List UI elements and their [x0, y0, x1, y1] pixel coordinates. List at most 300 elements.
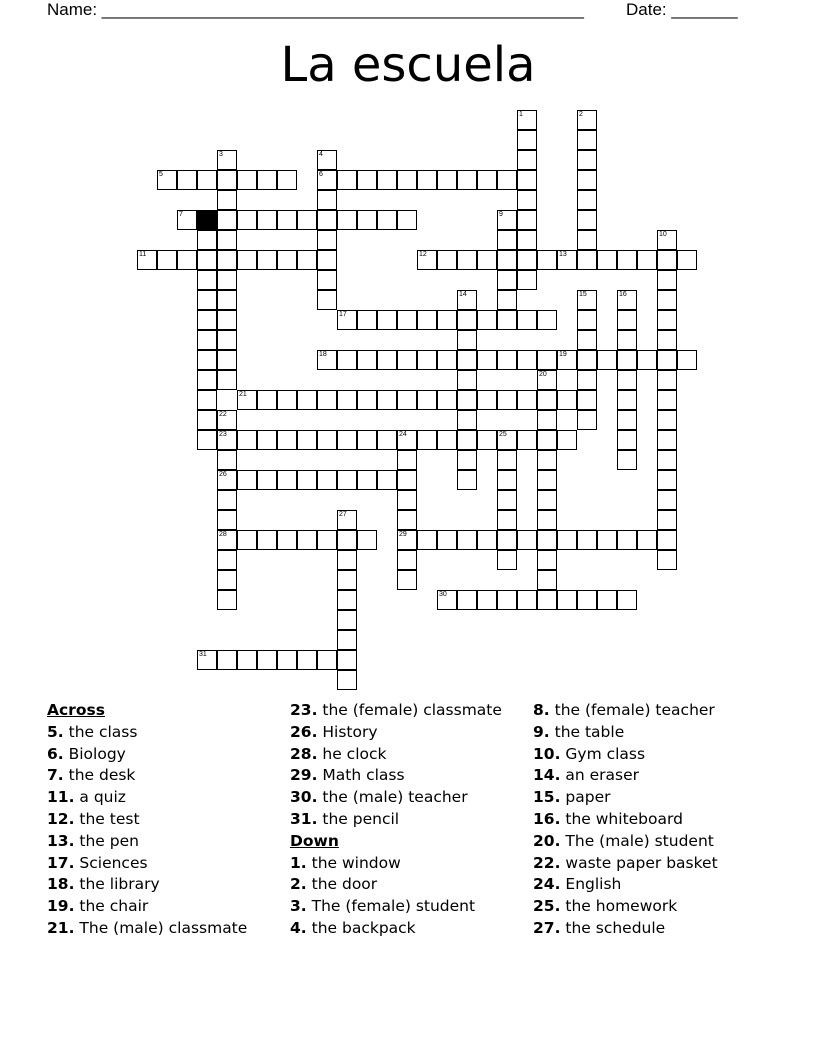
crossword-cell[interactable]	[217, 310, 237, 330]
crossword-cell[interactable]	[497, 390, 517, 410]
crossword-cell[interactable]	[497, 590, 517, 610]
crossword-cell[interactable]	[297, 650, 317, 670]
crossword-cell[interactable]	[237, 390, 257, 410]
crossword-cell[interactable]	[377, 170, 397, 190]
crossword-cell[interactable]	[277, 530, 297, 550]
crossword-cell[interactable]	[417, 390, 437, 410]
crossword-cell[interactable]	[217, 510, 237, 530]
crossword-cell[interactable]	[317, 150, 337, 170]
crossword-cell[interactable]	[577, 150, 597, 170]
crossword-cell[interactable]	[457, 170, 477, 190]
crossword-cell[interactable]	[517, 350, 537, 370]
crossword-cell[interactable]	[597, 590, 617, 610]
crossword-cell[interactable]	[657, 490, 677, 510]
crossword-cell[interactable]	[337, 610, 357, 630]
crossword-cell[interactable]	[497, 350, 517, 370]
crossword-cell[interactable]	[277, 650, 297, 670]
crossword-cell[interactable]	[617, 370, 637, 390]
crossword-cell[interactable]	[657, 390, 677, 410]
crossword-cell[interactable]	[437, 390, 457, 410]
crossword-cell[interactable]	[537, 510, 557, 530]
crossword-cell[interactable]	[197, 270, 217, 290]
crossword-cell[interactable]	[577, 310, 597, 330]
crossword-cell[interactable]	[617, 330, 637, 350]
crossword-cell[interactable]	[477, 390, 497, 410]
clue-text: the (female) teacher	[549, 701, 715, 719]
crossword-cell[interactable]	[377, 430, 397, 450]
crossword-cell[interactable]	[537, 250, 557, 270]
crossword-cell[interactable]	[497, 270, 517, 290]
crossword-cell[interactable]	[217, 150, 237, 170]
crossword-cell[interactable]	[257, 470, 277, 490]
crossword-cell[interactable]	[377, 470, 397, 490]
crossword-cell[interactable]	[317, 530, 337, 550]
crossword-cell[interactable]	[577, 190, 597, 210]
crossword-cell[interactable]	[397, 350, 417, 370]
crossword-cell[interactable]	[497, 490, 517, 510]
crossword-cell[interactable]	[417, 310, 437, 330]
crossword-cell[interactable]	[517, 210, 537, 230]
crossword-cell[interactable]	[257, 170, 277, 190]
crossword-cell[interactable]	[197, 330, 217, 350]
clue-number-label: 28	[219, 531, 227, 538]
crossword-cell[interactable]	[457, 290, 477, 310]
crossword-cell[interactable]	[577, 210, 597, 230]
crossword-cell[interactable]	[557, 390, 577, 410]
clue-text: the (female) classmate	[317, 701, 502, 719]
crossword-cell[interactable]	[277, 430, 297, 450]
crossword-cell[interactable]	[577, 170, 597, 190]
crossword-cell[interactable]	[277, 250, 297, 270]
crossword-cell[interactable]	[337, 350, 357, 370]
crossword-cell[interactable]	[377, 390, 397, 410]
clue-number-label: 10	[659, 231, 667, 238]
crossword-cell[interactable]	[517, 130, 537, 150]
crossword-cell[interactable]	[157, 250, 177, 270]
crossword-cell[interactable]	[357, 310, 377, 330]
crossword-cell[interactable]	[457, 450, 477, 470]
crossword-cell[interactable]	[157, 170, 177, 190]
crossword-cell[interactable]	[317, 210, 337, 230]
crossword-cell[interactable]	[217, 550, 237, 570]
crossword-cell[interactable]	[257, 210, 277, 230]
clues-column-2	[290, 700, 502, 940]
crossword-cell[interactable]	[377, 210, 397, 230]
crossword-cell[interactable]	[217, 470, 237, 490]
clue-text: The (female) student	[306, 897, 476, 916]
crossword-cell[interactable]	[437, 250, 457, 270]
crossword-cell[interactable]	[657, 250, 677, 270]
crossword-cell[interactable]	[537, 350, 557, 370]
crossword-cell[interactable]	[357, 470, 377, 490]
clue-text: the chair	[74, 897, 149, 916]
crossword-cell[interactable]	[217, 210, 237, 230]
crossword-cell[interactable]	[517, 590, 537, 610]
crossword-cell[interactable]	[657, 430, 677, 450]
crossword-cell[interactable]	[457, 310, 477, 330]
crossword-cell[interactable]	[237, 430, 257, 450]
clue-number: 11.	[47, 788, 75, 807]
crossword-cell[interactable]	[217, 230, 237, 250]
clue-text: English	[560, 875, 622, 894]
crossword-cell[interactable]	[657, 410, 677, 430]
crossword-cell[interactable]	[637, 530, 657, 550]
crossword-cell[interactable]	[457, 330, 477, 350]
crossword-cell[interactable]	[537, 450, 557, 470]
crossword-cell[interactable]	[337, 670, 357, 690]
crossword-cell[interactable]	[297, 390, 317, 410]
crossword-cell[interactable]	[237, 250, 257, 270]
crossword-cell[interactable]	[337, 510, 357, 530]
crossword-cell[interactable]	[337, 570, 357, 590]
crossword-cell[interactable]	[497, 210, 517, 230]
crossword-cell[interactable]	[217, 430, 237, 450]
crossword-cell[interactable]	[337, 530, 357, 550]
crossword-cell[interactable]	[457, 470, 477, 490]
crossword-cell[interactable]	[317, 290, 337, 310]
crossword-cell[interactable]	[457, 350, 477, 370]
crossword-black-cell	[197, 210, 217, 230]
crossword-cell[interactable]	[317, 190, 337, 210]
crossword-cell[interactable]	[517, 150, 537, 170]
crossword-cell[interactable]	[517, 430, 537, 450]
crossword-cell[interactable]	[437, 530, 457, 550]
crossword-cell[interactable]	[217, 650, 237, 670]
crossword-cell[interactable]	[297, 470, 317, 490]
clue-text: the backpack	[306, 918, 416, 937]
crossword-cell[interactable]	[517, 310, 537, 330]
crossword-cell[interactable]	[457, 370, 477, 390]
clue-text: the pen	[74, 831, 139, 850]
crossword-cell[interactable]	[277, 210, 297, 230]
crossword-cell[interactable]	[477, 170, 497, 190]
crossword-cell[interactable]	[537, 590, 557, 610]
crossword-cell[interactable]	[297, 430, 317, 450]
crossword-cell[interactable]	[517, 190, 537, 210]
crossword-cell[interactable]	[517, 170, 537, 190]
crossword-cell[interactable]	[397, 390, 417, 410]
crossword-cell[interactable]	[417, 530, 437, 550]
crossword-cell[interactable]	[457, 590, 477, 610]
crossword-cell[interactable]	[637, 250, 657, 270]
clue-item	[47, 722, 247, 744]
crossword-cell[interactable]	[517, 110, 537, 130]
crossword-cell[interactable]	[357, 530, 377, 550]
crossword-cell[interactable]	[497, 430, 517, 450]
crossword-cell[interactable]	[217, 290, 237, 310]
crossword-cell[interactable]	[337, 390, 357, 410]
crossword-cell[interactable]	[237, 650, 257, 670]
crossword-cell[interactable]	[537, 550, 557, 570]
crossword-cell[interactable]	[517, 270, 537, 290]
crossword-cell[interactable]	[197, 350, 217, 370]
crossword-cell[interactable]	[397, 570, 417, 590]
crossword-cell[interactable]	[357, 390, 377, 410]
crossword-cell[interactable]	[577, 390, 597, 410]
crossword-cell[interactable]	[577, 130, 597, 150]
crossword-cell[interactable]	[577, 370, 597, 390]
crossword-cell[interactable]	[477, 350, 497, 370]
crossword-cell[interactable]	[417, 350, 437, 370]
crossword-cell[interactable]	[617, 430, 637, 450]
crossword-cell[interactable]	[497, 550, 517, 570]
crossword-cell[interactable]	[337, 590, 357, 610]
crossword-cell[interactable]	[577, 530, 597, 550]
crossword-cell[interactable]	[537, 530, 557, 550]
crossword-cell[interactable]	[397, 170, 417, 190]
crossword-cell[interactable]	[397, 550, 417, 570]
crossword-cell[interactable]	[497, 170, 517, 190]
crossword-cell[interactable]	[577, 410, 597, 430]
crossword-cell[interactable]	[657, 510, 677, 530]
crossword-cell[interactable]	[657, 530, 677, 550]
crossword-cell[interactable]	[277, 470, 297, 490]
crossword-cell[interactable]	[397, 210, 417, 230]
crossword-cell[interactable]	[357, 350, 377, 370]
crossword-cell[interactable]	[397, 450, 417, 470]
crossword-cell[interactable]	[577, 590, 597, 610]
crossword-cell[interactable]	[237, 170, 257, 190]
clue-number-label: 5	[159, 171, 163, 178]
crossword-cell[interactable]	[677, 250, 697, 270]
crossword-cell[interactable]	[377, 310, 397, 330]
crossword-cell[interactable]	[217, 250, 237, 270]
crossword-cell[interactable]	[557, 430, 577, 450]
crossword-cell[interactable]	[437, 170, 457, 190]
crossword-cell[interactable]	[497, 470, 517, 490]
clue-number-label: 12	[419, 251, 427, 258]
crossword-cell[interactable]	[597, 530, 617, 550]
clue-number-label: 21	[239, 391, 247, 398]
crossword-cell[interactable]	[617, 530, 637, 550]
crossword-cell[interactable]	[657, 350, 677, 370]
crossword-cell[interactable]	[177, 170, 197, 190]
crossword-cell[interactable]	[217, 350, 237, 370]
crossword-cell[interactable]	[617, 450, 637, 470]
crossword-cell[interactable]	[217, 330, 237, 350]
crossword-cell[interactable]	[217, 570, 237, 590]
crossword-cell[interactable]	[357, 210, 377, 230]
crossword-cell[interactable]	[537, 570, 557, 590]
crossword-cell[interactable]	[397, 510, 417, 530]
crossword-cell[interactable]	[517, 250, 537, 270]
crossword-cell[interactable]	[457, 250, 477, 270]
crossword-cell[interactable]	[577, 230, 597, 250]
crossword-cell[interactable]	[657, 330, 677, 350]
crossword-cell[interactable]	[437, 590, 457, 610]
crossword-cell[interactable]	[537, 390, 557, 410]
crossword-cell[interactable]	[537, 490, 557, 510]
clue-item	[533, 918, 718, 940]
crossword-cell[interactable]	[397, 470, 417, 490]
crossword-cell[interactable]	[257, 390, 277, 410]
crossword-cell[interactable]	[317, 470, 337, 490]
crossword-cell[interactable]	[337, 630, 357, 650]
crossword-cell[interactable]	[277, 390, 297, 410]
crossword-cell[interactable]	[317, 270, 337, 290]
crossword-cell[interactable]	[217, 190, 237, 210]
crossword-cell[interactable]	[377, 350, 397, 370]
crossword-cell[interactable]	[577, 110, 597, 130]
clue-text: paper	[560, 788, 611, 807]
crossword-cell[interactable]	[337, 430, 357, 450]
crossword-cell[interactable]	[197, 170, 217, 190]
crossword-cell[interactable]	[557, 590, 577, 610]
crossword-cell[interactable]	[197, 410, 217, 430]
crossword-cell[interactable]	[497, 290, 517, 310]
crossword-cell[interactable]	[557, 350, 577, 370]
crossword-cell[interactable]	[197, 290, 217, 310]
crossword-cell[interactable]	[317, 350, 337, 370]
clue-number-label: 2	[579, 111, 583, 118]
crossword-cell[interactable]	[477, 250, 497, 270]
crossword-cell[interactable]	[177, 210, 197, 230]
crossword-cell[interactable]	[217, 370, 237, 390]
crossword-cell[interactable]	[257, 250, 277, 270]
crossword-cell[interactable]	[597, 350, 617, 370]
crossword-cell[interactable]	[417, 170, 437, 190]
crossword-cell[interactable]	[277, 170, 297, 190]
crossword-cell[interactable]	[577, 250, 597, 270]
crossword-cell[interactable]	[477, 430, 497, 450]
crossword-cell[interactable]	[417, 430, 437, 450]
crossword-cell[interactable]	[537, 410, 557, 430]
crossword-cell[interactable]	[617, 590, 637, 610]
crossword-cell[interactable]	[497, 310, 517, 330]
crossword-cell[interactable]	[197, 390, 217, 410]
crossword-cell[interactable]	[497, 230, 517, 250]
crossword-cell[interactable]	[437, 310, 457, 330]
crossword-cell[interactable]	[497, 450, 517, 470]
crossword-cell[interactable]	[657, 270, 677, 290]
crossword-cell[interactable]	[237, 210, 257, 230]
crossword-cell[interactable]	[657, 230, 677, 250]
crossword-cell[interactable]	[657, 550, 677, 570]
clue-item	[290, 765, 502, 787]
crossword-cell[interactable]	[437, 430, 457, 450]
crossword-cell[interactable]	[517, 230, 537, 250]
crossword-cell[interactable]	[297, 250, 317, 270]
clue-text: the desk	[63, 766, 136, 785]
crossword-cell[interactable]	[317, 430, 337, 450]
crossword-cell[interactable]	[337, 310, 357, 330]
crossword-cell[interactable]	[657, 310, 677, 330]
crossword-cell[interactable]	[217, 270, 237, 290]
crossword-cell[interactable]	[197, 650, 217, 670]
crossword-cell[interactable]	[517, 390, 537, 410]
crossword-cell[interactable]	[237, 530, 257, 550]
crossword-cell[interactable]	[617, 350, 637, 370]
clue-number-label: 16	[619, 291, 627, 298]
crossword-cell[interactable]	[557, 530, 577, 550]
crossword-cell[interactable]	[217, 530, 237, 550]
crossword-cell[interactable]	[397, 310, 417, 330]
crossword-cell[interactable]	[577, 330, 597, 350]
crossword-cell[interactable]	[597, 250, 617, 270]
crossword-cell[interactable]	[357, 170, 377, 190]
crossword-cell[interactable]	[617, 410, 637, 430]
crossword-cell[interactable]	[217, 450, 237, 470]
crossword-cell[interactable]	[217, 490, 237, 510]
crossword-cell[interactable]	[257, 430, 277, 450]
crossword-cell[interactable]	[237, 470, 257, 490]
crossword-cell[interactable]	[417, 250, 437, 270]
crossword-cell[interactable]	[617, 310, 637, 330]
crossword-cell[interactable]	[657, 370, 677, 390]
crossword-cell[interactable]	[577, 290, 597, 310]
crossword-cell[interactable]	[197, 230, 217, 250]
crossword-cell[interactable]	[457, 430, 477, 450]
crossword-cell[interactable]	[617, 250, 637, 270]
crossword-cell[interactable]	[197, 310, 217, 330]
crossword-cell[interactable]	[297, 210, 317, 230]
crossword-cell[interactable]	[657, 290, 677, 310]
crossword-cell[interactable]	[137, 250, 157, 270]
crossword-cell[interactable]	[577, 350, 597, 370]
clue-number: 3.	[290, 897, 307, 916]
crossword-cell[interactable]	[217, 170, 237, 190]
crossword-cell[interactable]	[317, 170, 337, 190]
crossword-cell[interactable]	[397, 530, 417, 550]
crossword-cell[interactable]	[337, 210, 357, 230]
crossword-cell[interactable]	[317, 230, 337, 250]
crossword-cell[interactable]	[177, 250, 197, 270]
crossword-cell[interactable]	[337, 550, 357, 570]
crossword-cell[interactable]	[657, 470, 677, 490]
crossword-cell[interactable]	[337, 170, 357, 190]
crossword-cell[interactable]	[617, 390, 637, 410]
crossword-cell[interactable]	[537, 470, 557, 490]
crossword-cell[interactable]	[357, 430, 377, 450]
crossword-cell[interactable]	[197, 370, 217, 390]
crossword-cell[interactable]	[477, 310, 497, 330]
crossword-cell[interactable]	[677, 350, 697, 370]
crossword-cell[interactable]	[197, 430, 217, 450]
crossword-cell[interactable]	[317, 250, 337, 270]
crossword-cell[interactable]	[477, 530, 497, 550]
crossword-cell[interactable]	[257, 530, 277, 550]
crossword-cell[interactable]	[497, 510, 517, 530]
crossword-cell[interactable]	[397, 430, 417, 450]
crossword-cell[interactable]	[537, 370, 557, 390]
crossword-cell[interactable]	[617, 290, 637, 310]
crossword-cell[interactable]	[317, 390, 337, 410]
clue-number: 18.	[47, 875, 75, 894]
crossword-cell[interactable]	[217, 590, 237, 610]
crossword-cell[interactable]	[497, 530, 517, 550]
crossword-cell[interactable]	[317, 650, 337, 670]
crossword-cell[interactable]	[437, 350, 457, 370]
crossword-cell[interactable]	[257, 650, 277, 670]
crossword-cell[interactable]	[217, 410, 237, 430]
crossword-cell[interactable]	[537, 310, 557, 330]
crossword-cell[interactable]	[337, 470, 357, 490]
crossword-cell[interactable]	[477, 590, 497, 610]
crossword-cell[interactable]	[297, 530, 317, 550]
crossword-cell[interactable]	[457, 410, 477, 430]
crossword-cell[interactable]	[557, 250, 577, 270]
crossword-cell[interactable]	[397, 490, 417, 510]
crossword-cell[interactable]	[337, 650, 357, 670]
crossword-cell[interactable]	[457, 390, 477, 410]
crossword-cell[interactable]	[537, 430, 557, 450]
crossword-cell[interactable]	[457, 530, 477, 550]
crossword-cell[interactable]	[637, 350, 657, 370]
crossword-cell[interactable]	[517, 530, 537, 550]
crossword-cell[interactable]	[197, 250, 217, 270]
crossword-cell[interactable]	[657, 450, 677, 470]
crossword-cell[interactable]	[497, 250, 517, 270]
